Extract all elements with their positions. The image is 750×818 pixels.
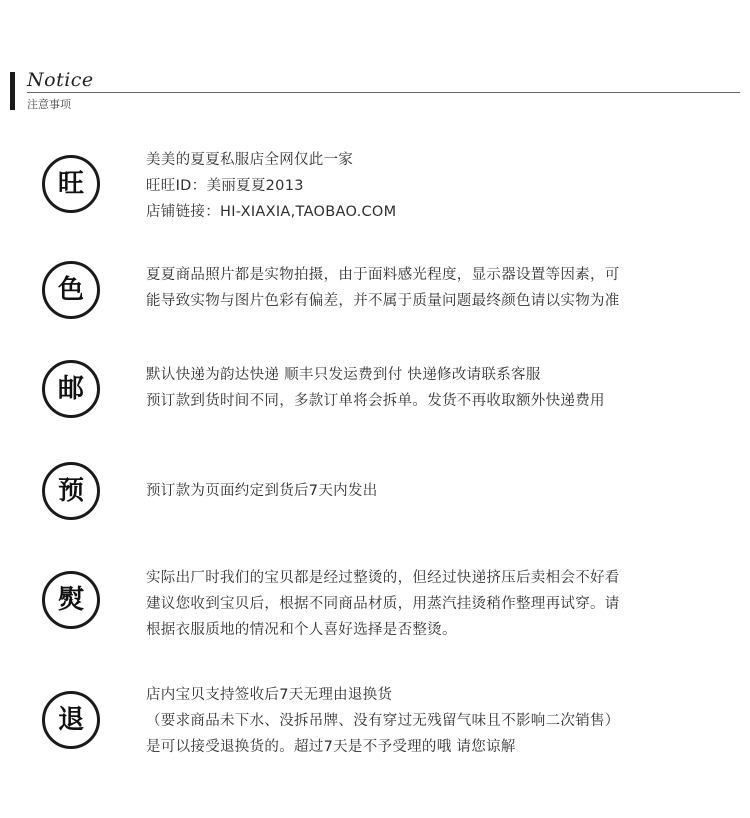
preorder-badge-icon: 预: [42, 462, 100, 520]
notice-line: 是可以接受退换货的。超过7天是不予受理的哦 请您谅解: [146, 739, 516, 755]
returns-badge-icon: 退: [42, 691, 100, 749]
notice-line: 美美的夏夏私服店全网仅此一家: [146, 152, 354, 168]
shipping-badge-icon: 邮: [42, 360, 100, 418]
notice-line: 实际出厂时我们的宝贝都是经过整烫的，但经过快递挤压后卖相会不好看: [146, 570, 620, 586]
ironing-badge-icon: 熨: [42, 571, 100, 629]
color-badge-icon: 色: [42, 261, 100, 319]
notice-line: 根据衣服质地的情况和个人喜好选择是否整烫。: [146, 622, 457, 638]
notice-text: [146, 362, 722, 414]
notice-text: [146, 565, 722, 643]
notice-line: 建议您收到宝贝后，根据不同商品材质，用蒸汽挂烫稍作整理再试穿。请: [146, 596, 620, 612]
header-accent-bar: [10, 72, 15, 110]
notice-line: 预订款为页面约定到货后7天内发出: [146, 483, 378, 499]
notice-text: [146, 682, 722, 760]
notice-text: [146, 147, 722, 225]
notice-line: 店内宝贝支持签收后7天无理由退换货: [146, 687, 393, 703]
notice-line: 能导致实物与图片色彩有偏差，并不属于质量问题最终颜色请以实物为准: [146, 293, 620, 309]
wangwang-badge-icon: 旺: [42, 155, 100, 213]
notice-line: 店铺链接：HI-XIAXIA,TAOBAO.COM: [146, 204, 397, 220]
notice-text: [146, 262, 722, 314]
header-subtitle: 注意事项: [27, 98, 71, 111]
notice-line: 默认快递为韵达快递 顺丰只发运费到付 快递修改请联系客服: [146, 367, 541, 383]
header-divider: [27, 92, 740, 93]
notice-line: 预订款到货时间不同，多款订单将会拆单。发货不再收取额外快递费用: [146, 393, 605, 409]
header-title: Notice: [27, 69, 94, 91]
notice-line: 夏夏商品照片都是实物拍摄，由于面料感光程度，显示器设置等因素，可: [146, 267, 620, 283]
notice-line: （要求商品未下水、没拆吊牌、没有穿过无残留气味且不影响二次销售）: [146, 713, 620, 729]
notice-header: [10, 70, 740, 114]
notice-text: [146, 478, 722, 504]
notice-line: 旺旺ID：美丽夏夏2013: [146, 178, 304, 194]
